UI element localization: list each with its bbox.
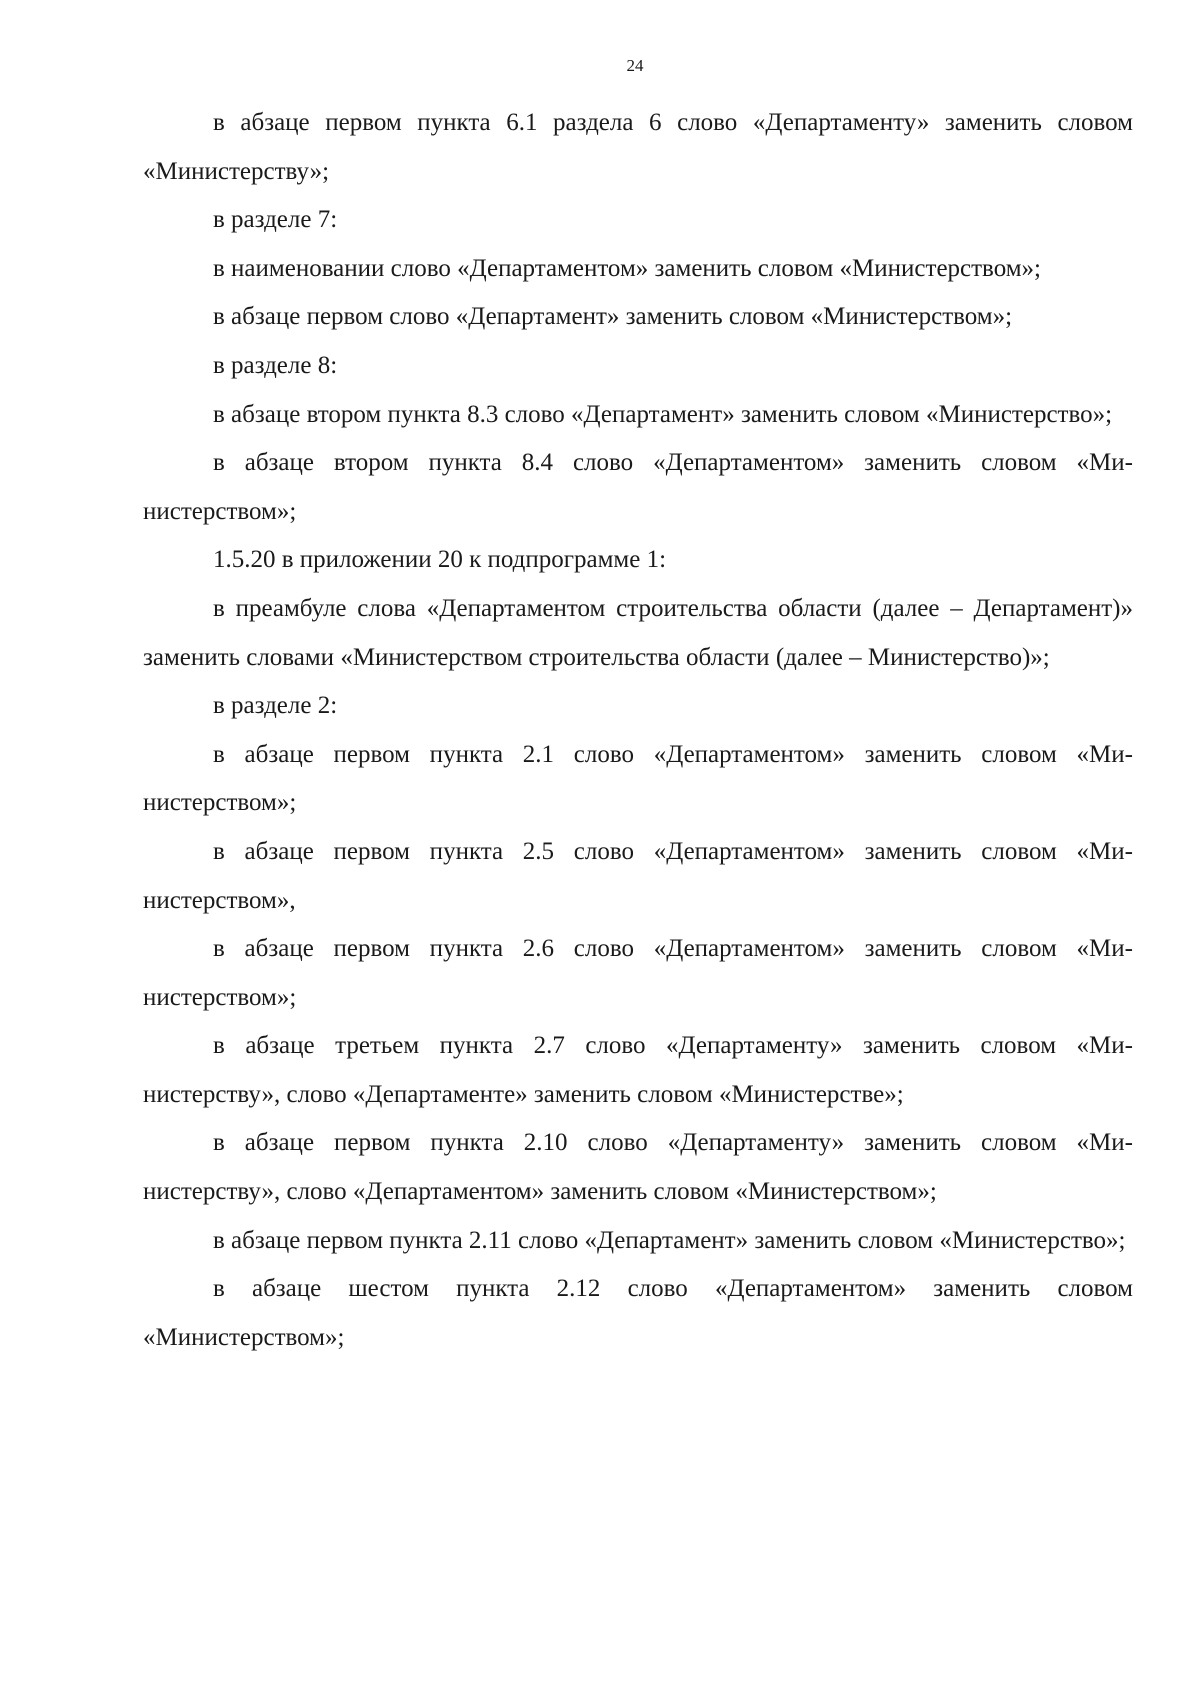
- paragraph-15: в абзаце первом пункта 2.10 слово «Департаменту» заменить словом «Министерству», слово «Департаментом» заменить словом «Министерством»;: [143, 1129, 1133, 1206]
- paragraph-17: в абзаце шестом пункта 2.12 слово «Департаментом» заменить словом «Министерством»;: [143, 1275, 1133, 1351]
- paragraph-16: в абзаце первом пункта 2.11 слово «Департамент» заменить словом «Министерство»;: [213, 1226, 1126, 1254]
- paragraph-9: в преамбуле слова «Департаментом строительства области (далее – Департамент)» заменить словами «Министерством строительства области (далее – Министерство)»;: [143, 594, 1133, 671]
- paragraph-1: в абзаце первом пункта 6.1 раздела 6 слово «Департаменту» заменить словом «Министерству»;: [143, 109, 1133, 185]
- paragraph-2: в разделе 7:: [213, 206, 338, 234]
- paragraph-11: в абзаце первом пункта 2.1 слово «Департаментом» заменить словом «Министерством»;: [143, 740, 1133, 817]
- paragraph-5: в разделе 8:: [213, 351, 338, 379]
- paragraph-10: в разделе 2:: [213, 692, 338, 720]
- document-body: [143, 99, 1133, 1362]
- paragraph-14: в абзаце третьем пункта 2.7 слово «Департаменту» заменить словом «Министерству», слово «Департаменте» заменить словом «Министерстве»;: [143, 1032, 1133, 1108]
- paragraph-4: в абзаце первом слово «Департамент» заменить словом «Министерством»;: [213, 303, 1013, 331]
- paragraph-7: в абзаце втором пункта 8.4 слово «Департаментом» заменить словом «Министерством»;: [143, 449, 1133, 525]
- paragraph-3: в наименовании слово «Департаментом» заменить словом «Министерством»;: [213, 254, 1041, 282]
- paragraph-8: 1.5.20 в приложении 20 к подпрограмме 1:: [213, 546, 667, 574]
- paragraph-13: в абзаце первом пункта 2.6 слово «Департаментом» заменить словом «Министерством»;: [143, 935, 1133, 1011]
- paragraph-12: в абзаце первом пункта 2.5 слово «Департаментом» заменить словом «Министерством»,: [143, 837, 1133, 914]
- paragraph-6: в абзаце втором пункта 8.3 слово «Департамент» заменить словом «Министерство»;: [213, 400, 1113, 428]
- page-number: 24: [626, 56, 644, 75]
